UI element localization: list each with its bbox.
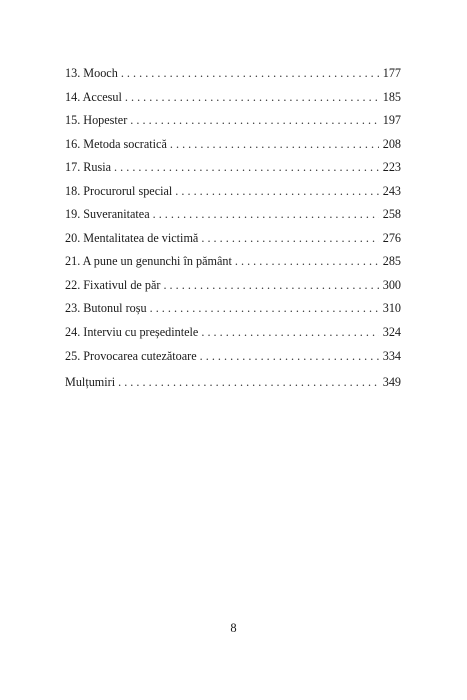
toc-entry-page: 276: [382, 230, 401, 245]
toc-entry-title: Mulțumiri: [65, 375, 116, 389]
toc-entry: [65, 109, 401, 133]
page-number: 8: [230, 621, 237, 635]
toc-entry-title: 22. Fixativul de păr: [65, 277, 161, 292]
dot-leader: [153, 203, 379, 227]
dot-leader: [201, 321, 378, 345]
dot-leader: [175, 180, 378, 204]
toc-entry-page: 223: [382, 160, 401, 175]
toc-entry: [65, 274, 401, 298]
dot-leader: [200, 345, 379, 369]
toc-entry: [65, 133, 401, 157]
toc-entry-page: 310: [382, 301, 401, 316]
toc-entry-page: 258: [382, 207, 401, 222]
dot-leader: [121, 62, 379, 86]
toc-entry: [65, 86, 401, 110]
toc-entry-page: 285: [382, 254, 401, 269]
toc-entry-title: 21. A pune un genunchi în pământ: [65, 254, 232, 269]
dot-leader: [118, 371, 379, 395]
toc-entry-page: 197: [382, 113, 401, 128]
toc-entry-title: 13. Mooch: [65, 66, 118, 80]
dot-leader: [235, 250, 379, 274]
toc-entry: [65, 203, 401, 227]
toc-entry: [65, 321, 401, 345]
dot-leader: [150, 297, 379, 321]
toc-entry-page: 243: [382, 183, 401, 198]
dot-leader: [201, 227, 378, 251]
dot-leader: [163, 274, 378, 298]
toc-entry-page: 324: [382, 325, 401, 340]
table-of-contents: [65, 62, 401, 368]
toc-entry-title: 25. Provocarea cutezătoare: [65, 348, 197, 363]
dot-leader: [170, 133, 379, 157]
toc-entry-acknowledgements: [65, 371, 401, 395]
toc-entry-title: 23. Butonul roșu: [65, 301, 147, 316]
toc-entry: [65, 180, 401, 204]
toc-entry-page: 300: [382, 277, 401, 292]
toc-entry-page: 349: [382, 375, 401, 389]
toc-entry: [65, 227, 401, 251]
acknowledgements-section: [65, 371, 401, 395]
toc-entry-page: 208: [382, 136, 401, 151]
toc-entry-title: 15. Hopester: [65, 113, 128, 128]
dot-leader: [125, 86, 379, 110]
toc-entry: [65, 297, 401, 321]
toc-entry-title: 16. Metoda socratică: [65, 136, 167, 151]
toc-entry-title: 18. Procurorul special: [65, 183, 173, 198]
toc-entry-title: 24. Interviu cu președintele: [65, 325, 199, 340]
toc-entry-title: 17. Rusia: [65, 160, 112, 175]
toc-entry: [65, 250, 401, 274]
toc-entry-page: 185: [382, 89, 401, 104]
dot-leader: [114, 156, 379, 180]
toc-entry-page: 334: [382, 348, 401, 363]
toc-entry: [65, 345, 401, 369]
toc-entry-title: 20. Mentalitatea de victimă: [65, 230, 199, 245]
toc-entry-title: 14. Accesul: [65, 89, 122, 104]
dot-leader: [130, 109, 378, 133]
toc-entry-title: 19. Suveranitatea: [65, 207, 150, 222]
toc-entry: [65, 156, 401, 180]
toc-entry: [65, 62, 401, 86]
toc-entry-page: 177: [382, 66, 401, 80]
